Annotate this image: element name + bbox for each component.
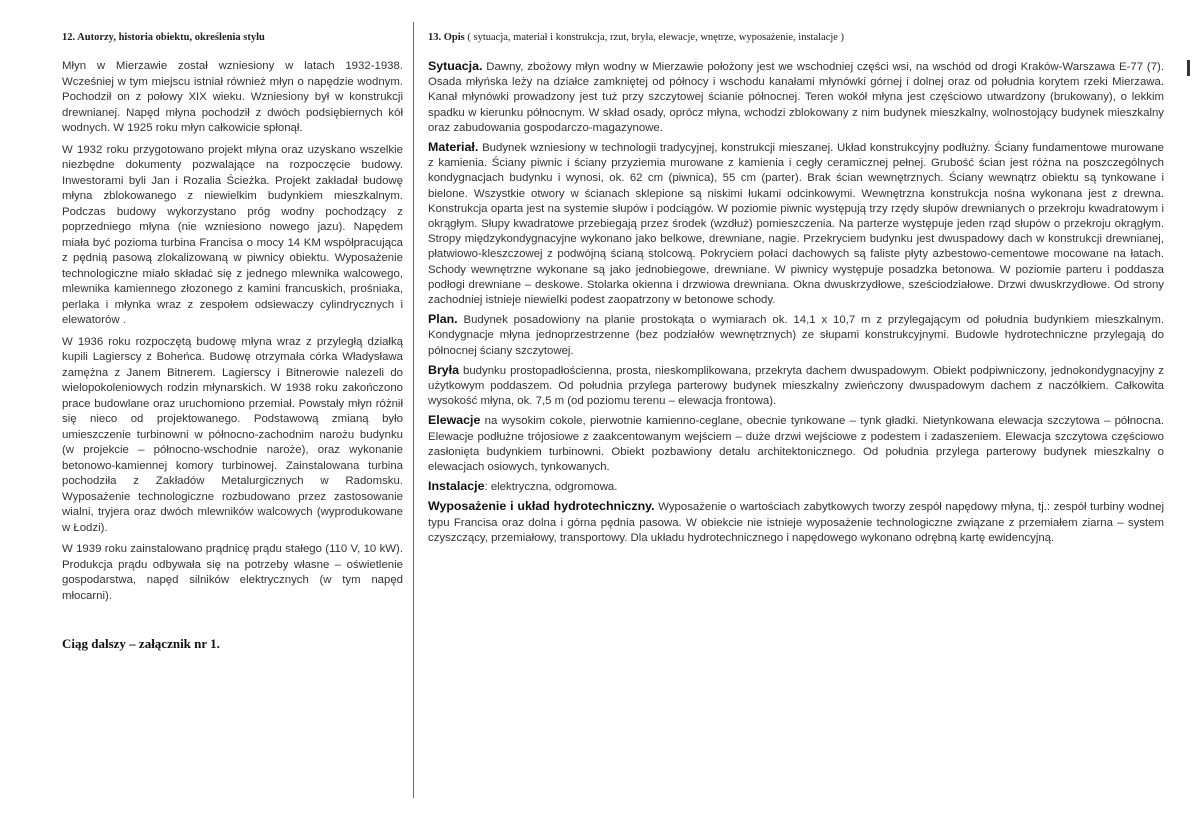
section-label: Bryła	[428, 362, 459, 377]
right-column	[428, 32, 1164, 550]
history-paragraph: W 1936 roku rozpoczętą budowę młyna wraz z przyległą działką kupili Lagierscy z Boheńca. Budowę otrzymała córka Władysława zamężna z Janem Bitnerem. Lagierscy i Bitnerowie nalezeli do wielopokoleniowych rodzin młynarskich. W 1938 roku zakończono prace budowlane oraz uruchomiono przemiał. Powstały młyn różnił się nieco od projektowanego. Podstawową zmianą było umieszczenie turbinowni w północno-zachodnim narożu budynku (w projekcie – północno-wschodnie naroże), oraz wykonanie betonowo-kamiennej komory turbinowej. Zainstalowana turbina pochodziła z Zakładów Metalurgicznych w Radomsku. Wyposażenie technologiczne rozbudowano przez zastosowanie wialni, tryjera oraz dwóch mlewników walcowych (wyprodukowane w Łodzi).	[62, 335, 403, 534]
column-divider	[413, 22, 414, 798]
section-label: Wyposażenie i układ hydrotechniczny.	[428, 499, 655, 514]
continued-note: Ciąg dalszy – załącznik nr 1.	[62, 636, 220, 651]
history-paragraph: W 1932 roku przygotowano projekt młyna oraz uzyskano wszelkie niezbędne dokumenty pozwalające na rozpoczęcie budowy. Inwestorami byli Jan i Rozalia Ścieżka. Projekt zakładał budowę młyna zblokowanego z niewielkim budynkiem mieszkalnym. Podczas budowy wykorzystano próg wodny pochodzący z poprzedniego młyna (nie wzniesiono nowego jazu). Napędem miała być pozioma turbina Francisa o mocy 14 KM współpracująca z pędnią pasową zlokalizowaną w piwnicy obiektu. Wyposażenie technologiczne miało składać się z jednego mlewnika walcowego, mlewnika kamiennego złozonego z kamini francuskich, prośniaka, perlaka i młynka wraz z zespołem odsiewaczy cylindrycznych i elewatorów .	[62, 143, 403, 326]
section-label: Materiał.	[428, 140, 479, 155]
description-title-rest: ( sytuacja, materiał i konstrukcja, rzut, bryła, elewacje, wnętrze, wyposażenie, instalacje )	[467, 32, 845, 43]
section-text: budynku prostopadłościenna, prosta, nieskomplikowana, przekryta dachem dwuspadowym. Obiekt podpiwniczony, jednokondygnacyjny z użytkowym poddaszem. Od południa przylega parterowy budynek mieszkalny zwieńczony dwuspadowym dachem z naczółkiem. Całkowita wysokość młyna, ok. 7,5 m (od poziomu terenu – elewacja frontowa).	[428, 364, 1164, 408]
section-text: na wysokim cokole, pierwotnie kamienno-ceglane, obecnie tynkowane – tynk gładki. Nietynkowana elewacja szczytowa – północna. Elewacje podłużne trójosiowe z zaakcentowanym wejściem – duże drzwi wejściowe z podestem i zadaszeniem. Elewacja szczytowa częściowo zasłonięta budynkiem turbinowni. Obiekt pozbawiony detalu architektonicznego. Od południa przylega parterowy budynek mieszkalny o elewacjach osiowych, tynkowanych.	[428, 415, 1164, 474]
section-label: Sytuacja.	[428, 59, 483, 73]
description-title-number: 13. Opis	[428, 32, 465, 43]
description-material	[428, 140, 1164, 308]
description-plan	[428, 312, 1164, 359]
section-label: Instalacje	[428, 479, 485, 494]
section-label: Plan.	[428, 312, 458, 327]
section-text: Budynek wzniesiony w technologii tradycyjnej, konstrukcji mieszanej. Układ konstrukcyjny podłużny. Ściany fundamentowe murowane z kamienia. Ściany piwnic i ściany przyziemia murowane z kamienia i cegły ceramicznej pełnej. Grubość ścian jest różna na poszczególnych kondygnacjach budynku i wynosi, ok. 62 cm (piwnica), 55 cm (parter). Brak ścian wewnętrznych. Ściany wewnątrz obiektu są tynkowane i bielone. Wszystkie otwory w ścianach sklepione są niskimi łukami odcinkowymi. Wewnętrzna konstrukcja nośna wykonana jest z drewna. Konstrukcja oparta jest na systemie słupów i podciągów. W poziomie piwnic występują trzy rzędy słupów drewnianych o przekroju kwadratowym i okrągłym. Słupy kwadratowe przebiegają przez środek (wzdłuż) pomieszczenia. Na parterze występuje jeden rząd słupów o przekroju okrągłym. Stropy międzykondygnacyjne wykonano jako belkowe, drewniane, nagie. Przekryciem budynku jest dwuspadowy dach w konstrukcji drewnianej, płatwiowo-kleszczowej z podwójną ścianą stolcową. Pokryciem połaci dachowych są faliste płyty azbestowo-cementowe mocowane na łatach. Schody wewnętrzne wykonane są jako jednobiegowe, drewniane. W piwnicy występuje posadzka betonowa. W poziomie parteru i poddasza podłogi drewniane – deskowe. Stolarka okienna i drzwiowa drewniana. Okna dwuskrzydłowe, sześciodziałowe. Drzwi dwuskrzydłowe. Od strony zachodniej istnieje niewielki podest zaopatrzony w betonowe schody.	[428, 142, 1164, 307]
description-instalacje	[428, 479, 1164, 495]
description-elewacje	[428, 413, 1164, 475]
description-sytuacja	[428, 59, 1164, 136]
section-text: Wyposażenie o wartościach zabytkowych tworzy zespół napędowy młyna, tj.: zespół turbiny wodnej typu Francisa oraz dolna i górna pędnia pasowa. W obiekcie nie istnieje wyposażenie technologiczne związane z przemiałem ziarna – system czyszczący, przemiałowy, transportowy. Dla układu hydrotechnicznego i napędowego wykonano odrębną kartę ewidencyjną.	[428, 501, 1164, 544]
description-bryla	[428, 363, 1164, 410]
description-section-title	[428, 32, 1164, 43]
section-label: Elewacje	[428, 413, 481, 428]
history-paragraph: Młyn w Mierzawie został wzniesiony w latach 1932-1938. Wcześniej w tym miejscu istniał również młyn o napędzie wodnym. Pochodził on z połowy XIX wieku. Wzniesiony był w konstrukcji drewnianej. Napęd młyna pochodził z dwóch podsiębiernych kół wodnych. W 1925 roku młyn całkowicie spłonął.	[62, 60, 403, 134]
left-column	[62, 32, 403, 652]
section-text: Budynek posadowiony na planie prostokąta o wymiarach ok. 14,1 x 10,7 m z przylegającym od południa budynkiem mieszkalnym. Kondygnacje młyna jednoprzestrzenne (bez podziałów wewnętrznych) ze słupami konstrukcyjnymi. Budowle hydrotechniczne przylegają do północnej ściany szczytowej.	[428, 314, 1164, 357]
section-text: Dawny, zbożowy młyn wodny w Mierzawie położony jest we wschodniej części wsi, na wschód od drogi Kraków-Warszawa E-77 (7). Osada młyńska leży na działce zamkniętej od północy i wschodu kanałami młynówki górnej i dolnej oraz od południa korytem rzeki Mierzawa. Kanał młynówki prowadzony jest tuż przy szczytowej ścianie północnej. Teren wokół młyna jest częściowo utwardzony (brukowany), o lekkim spadku w kierunku północnym. W skład osady, oprócz młyna, wchodzi zblokowany z nim budynek mieszkalny, wolnostojący budynek mieszkalny oraz zabudowania gospodarczo-magazynowe.	[428, 61, 1164, 134]
corner-mark	[1187, 60, 1190, 76]
history-paragraph: W 1939 roku zainstalowano prądnicę prądu stałego (110 V, 10 kW). Produkcja prądu odbywała się na potrzeby własne – oświetlenie gospodarstwa, napęd silników elektrycznych (w tym napęd młocarni).	[62, 543, 403, 602]
history-section-title: 12. Autorzy, historia obiektu, określenia stylu	[62, 32, 265, 43]
description-wyposazenie	[428, 499, 1164, 546]
section-text: : elektryczna, odgromowa.	[484, 481, 618, 494]
